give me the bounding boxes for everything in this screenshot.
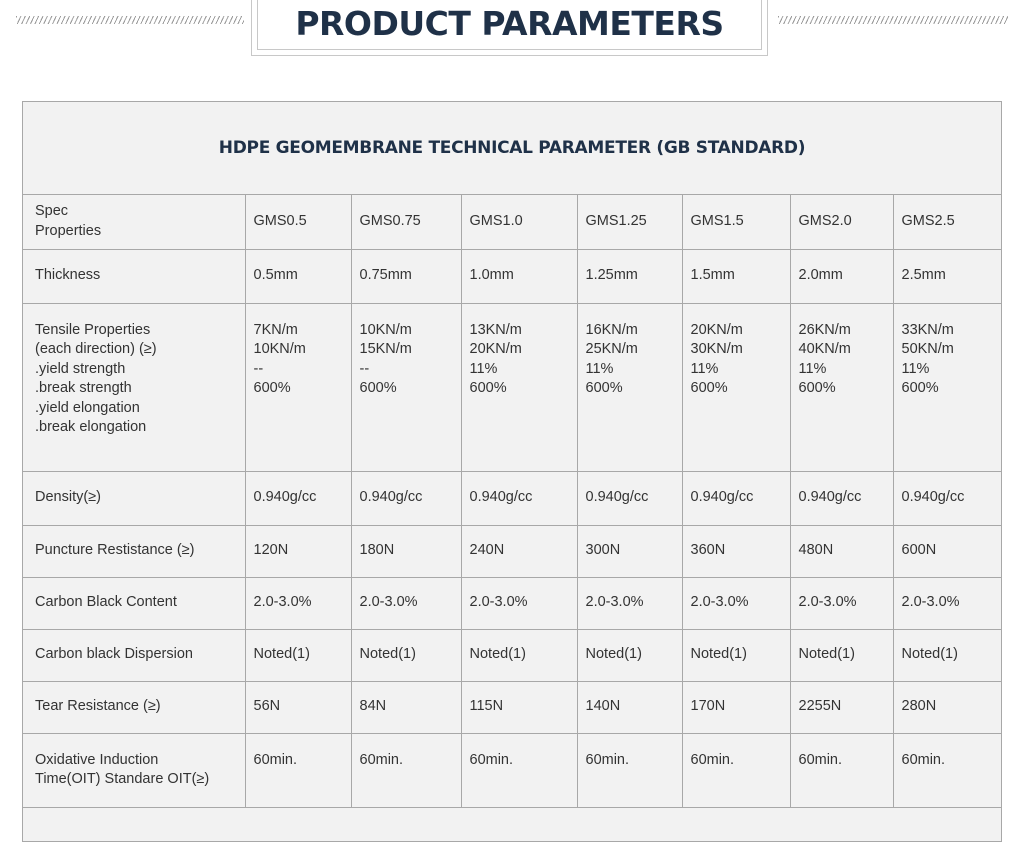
- table-cell: 0.940g/cc: [577, 471, 682, 525]
- column-header: GMS1.5: [682, 195, 790, 249]
- parameter-grid: [23, 195, 1001, 808]
- table-footer-row: [23, 807, 1001, 841]
- row-label: Carbon black Dispersion: [23, 629, 245, 681]
- table-cell: 0.940g/cc: [461, 471, 577, 525]
- table-cell: 600N: [893, 525, 1001, 577]
- table-cell: 0.940g/cc: [351, 471, 461, 525]
- row-label: Tear Resistance (≥): [23, 681, 245, 733]
- table-cell: 20KN/m 30KN/m 11% 600%: [682, 303, 790, 471]
- row-label: Puncture Restistance (≥): [23, 525, 245, 577]
- column-header: GMS2.0: [790, 195, 893, 249]
- table-cell: 56N: [245, 681, 351, 733]
- table-cell: 360N: [682, 525, 790, 577]
- table-cell: 84N: [351, 681, 461, 733]
- table-cell: 2.0mm: [790, 249, 893, 303]
- row-label: Tensile Properties (each direction) (≥) .yield strength .break strength .yield elongation .break elongation: [23, 303, 245, 471]
- table-cell: 0.940g/cc: [790, 471, 893, 525]
- table-cell: Noted(1): [577, 629, 682, 681]
- page-title: PRODUCT PARAMETERS: [295, 3, 724, 43]
- table-cell: 13KN/m 20KN/m 11% 600%: [461, 303, 577, 471]
- table-cell: Noted(1): [893, 629, 1001, 681]
- table-row: [23, 733, 1001, 807]
- table-cell: 2255N: [790, 681, 893, 733]
- table-caption-text: HDPE GEOMEMBRANE TECHNICAL PARAMETER (GB STANDARD): [218, 138, 806, 158]
- table-row: [23, 249, 1001, 303]
- table-cell: 2.0-3.0%: [461, 577, 577, 629]
- row-label: Thickness: [23, 249, 245, 303]
- row-label: Density(≥): [23, 471, 245, 525]
- table-cell: 60min.: [893, 733, 1001, 807]
- decorative-hatch-right: [778, 16, 1008, 24]
- table-cell: 7KN/m 10KN/m -- 600%: [245, 303, 351, 471]
- page-header: [0, 0, 1024, 62]
- table-cell: 0.940g/cc: [245, 471, 351, 525]
- table-row: [23, 471, 1001, 525]
- table-cell: 2.0-3.0%: [577, 577, 682, 629]
- table-cell: 60min.: [351, 733, 461, 807]
- table-cell: 0.940g/cc: [682, 471, 790, 525]
- table-cell: 240N: [461, 525, 577, 577]
- table-cell: 1.5mm: [682, 249, 790, 303]
- table-cell: 115N: [461, 681, 577, 733]
- table-header-row: [23, 195, 1001, 249]
- table-cell: 60min.: [790, 733, 893, 807]
- table-cell: 2.0-3.0%: [893, 577, 1001, 629]
- parameter-table: [22, 101, 1002, 842]
- decorative-hatch-left: [16, 16, 244, 24]
- table-cell: 480N: [790, 525, 893, 577]
- table-cell: Noted(1): [351, 629, 461, 681]
- table-cell: 2.0-3.0%: [245, 577, 351, 629]
- table-cell: 0.940g/cc: [893, 471, 1001, 525]
- table-row: [23, 303, 1001, 471]
- column-header: GMS2.5: [893, 195, 1001, 249]
- table-cell: Noted(1): [790, 629, 893, 681]
- title-frame: [251, 0, 768, 56]
- title-frame-inner: [257, 0, 762, 50]
- table-cell: 0.5mm: [245, 249, 351, 303]
- row-label: Carbon Black Content: [23, 577, 245, 629]
- table-cell: Noted(1): [682, 629, 790, 681]
- table-cell: 180N: [351, 525, 461, 577]
- table-cell: 300N: [577, 525, 682, 577]
- table-caption: [23, 102, 1001, 195]
- table-cell: 140N: [577, 681, 682, 733]
- table-row: [23, 525, 1001, 577]
- table-cell: 60min.: [245, 733, 351, 807]
- table-cell: 2.5mm: [893, 249, 1001, 303]
- table-row: [23, 577, 1001, 629]
- table-cell: 10KN/m 15KN/m -- 600%: [351, 303, 461, 471]
- column-header: GMS1.0: [461, 195, 577, 249]
- table-cell: 0.75mm: [351, 249, 461, 303]
- row-label: Oxidative Induction Time(OIT) Standare OIT(≥): [23, 733, 245, 807]
- table-cell: 33KN/m 50KN/m 11% 600%: [893, 303, 1001, 471]
- table-cell: 16KN/m 25KN/m 11% 600%: [577, 303, 682, 471]
- table-row: [23, 681, 1001, 733]
- table-cell: 280N: [893, 681, 1001, 733]
- header-label-cell: Spec Properties: [23, 195, 245, 249]
- table-cell: 120N: [245, 525, 351, 577]
- table-cell: 1.25mm: [577, 249, 682, 303]
- column-header: GMS1.25: [577, 195, 682, 249]
- table-cell: 2.0-3.0%: [351, 577, 461, 629]
- table-cell: 26KN/m 40KN/m 11% 600%: [790, 303, 893, 471]
- table-cell: 60min.: [461, 733, 577, 807]
- table-cell: 170N: [682, 681, 790, 733]
- table-cell: Noted(1): [245, 629, 351, 681]
- table-cell: 2.0-3.0%: [790, 577, 893, 629]
- column-header: GMS0.5: [245, 195, 351, 249]
- column-header: GMS0.75: [351, 195, 461, 249]
- table-cell: Noted(1): [461, 629, 577, 681]
- table-cell: 60min.: [682, 733, 790, 807]
- table-cell: 2.0-3.0%: [682, 577, 790, 629]
- table-cell: 1.0mm: [461, 249, 577, 303]
- table-cell: 60min.: [577, 733, 682, 807]
- table-row: [23, 629, 1001, 681]
